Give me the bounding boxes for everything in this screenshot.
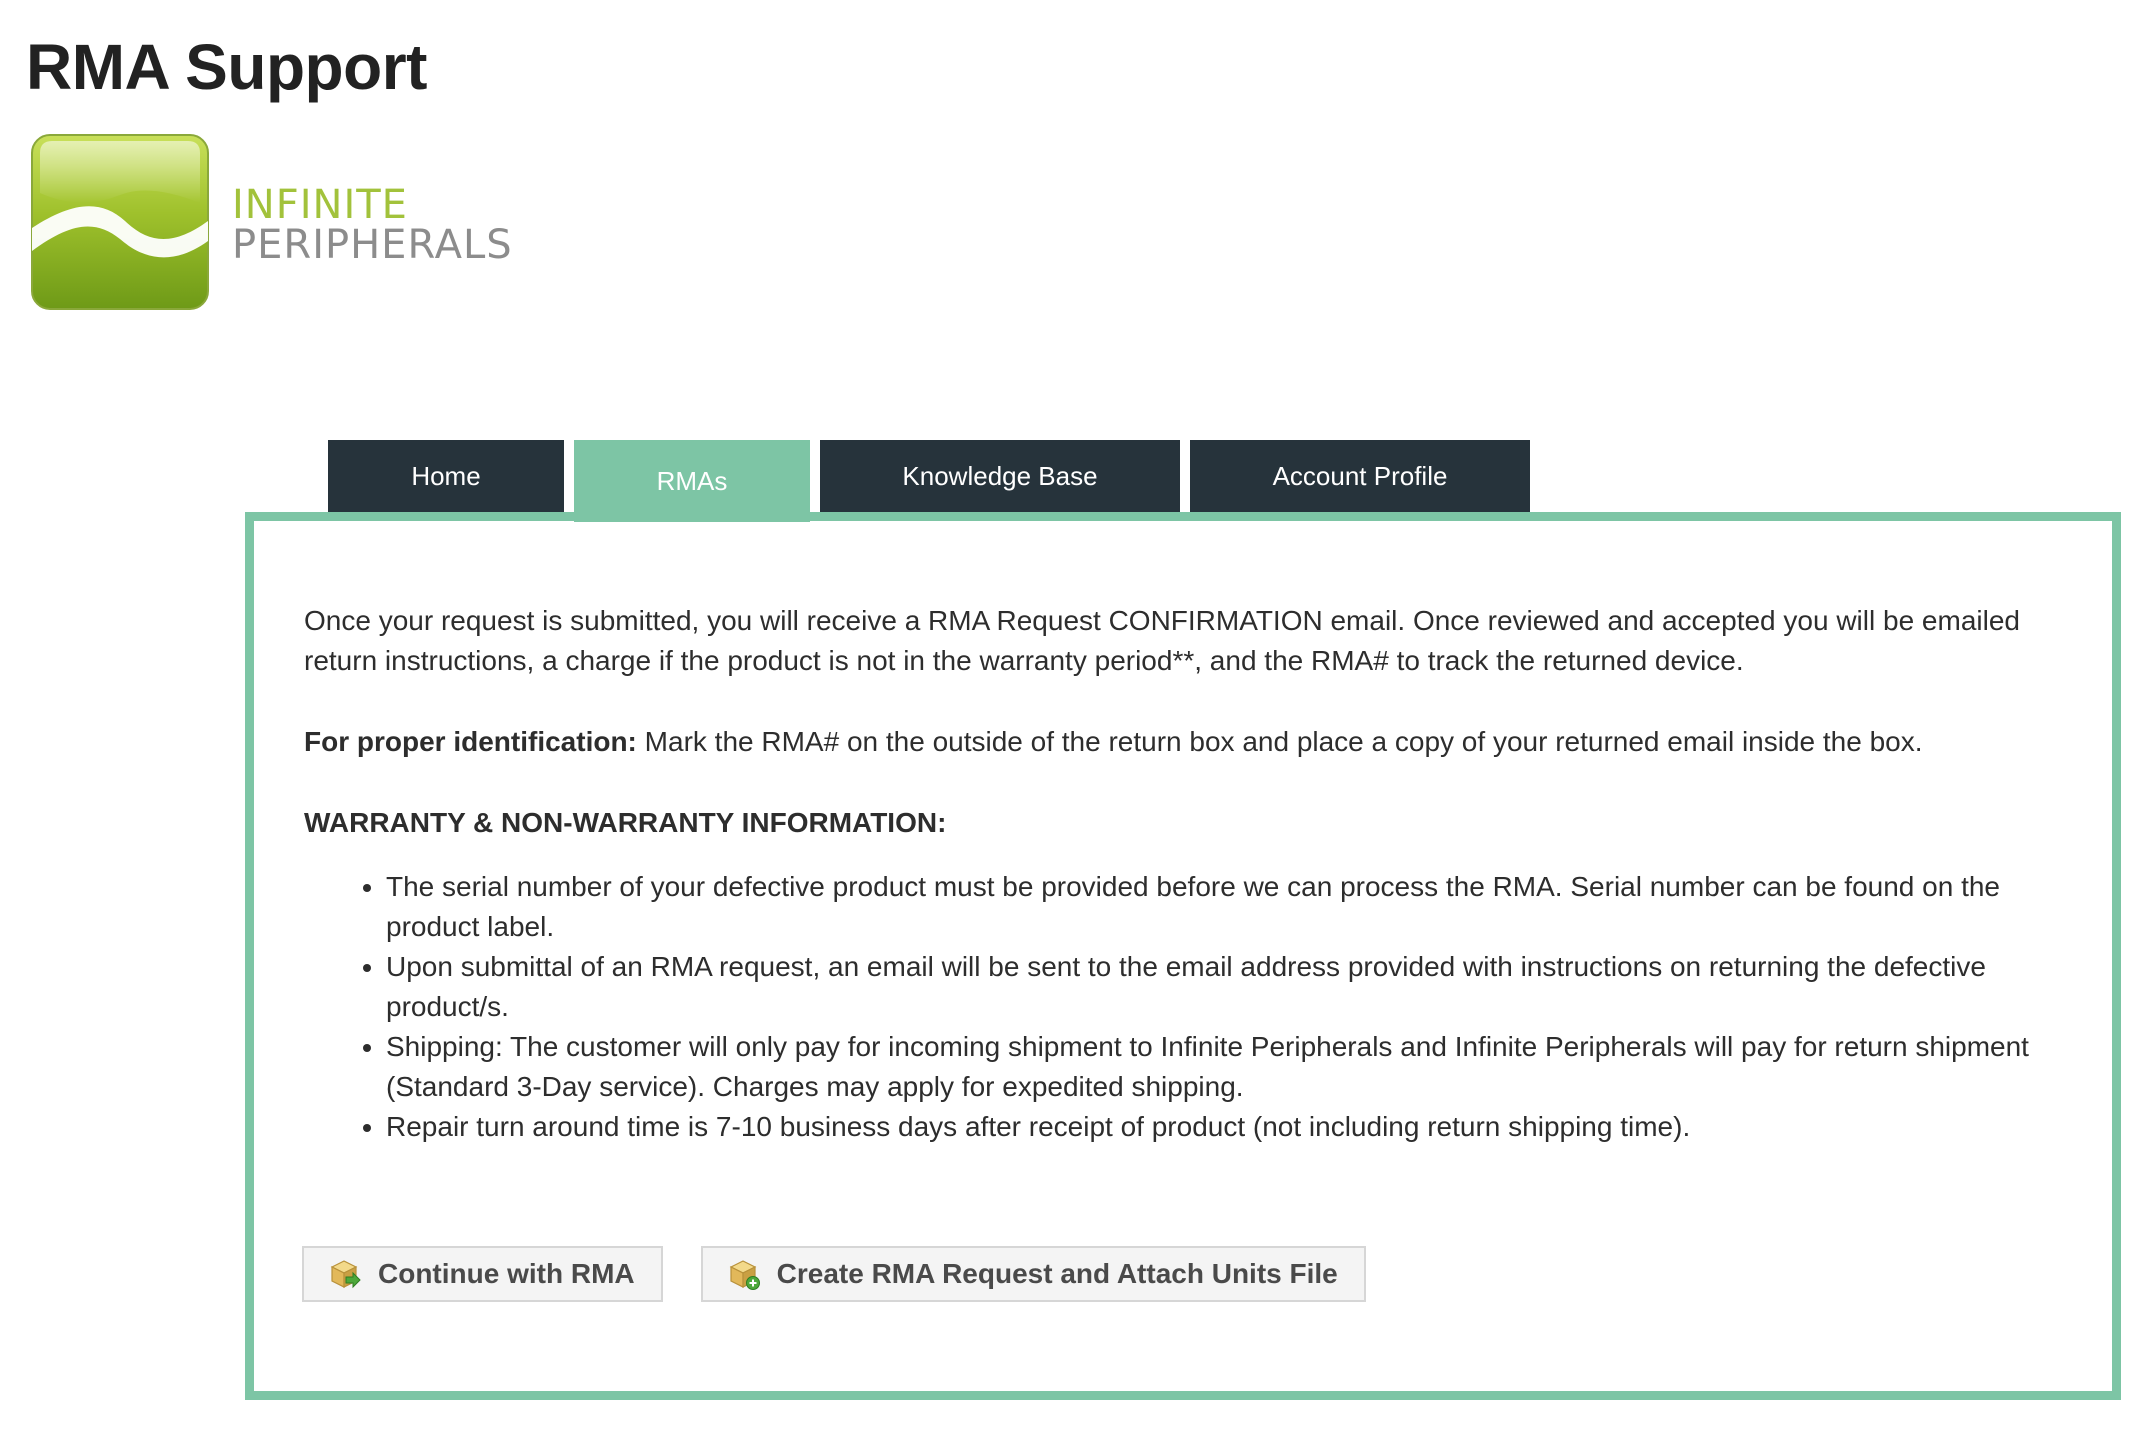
- identification-text: Mark the RMA# on the outside of the return box and place a copy of your returned email inside the box.: [636, 726, 1923, 757]
- list-item: • Shipping: The customer will only pay for incoming shipment to Infinite Peripherals and Infinite Peripherals will pay for return shipment (Standard 3-Day service). Charges may apply for expedited shipping.: [386, 1027, 2074, 1107]
- tab-knowledge-base[interactable]: Knowledge Base: [820, 440, 1180, 512]
- continue-with-rma-label: Continue with RMA: [378, 1258, 635, 1289]
- action-buttons: [302, 1246, 1404, 1302]
- rma-info-text: [304, 601, 2074, 1147]
- rma-content-panel: [245, 512, 2121, 1400]
- infinite-peripherals-logo: [30, 133, 513, 313]
- continue-with-rma-button[interactable]: [302, 1246, 663, 1302]
- warranty-list: [304, 867, 2074, 1147]
- tab-account-profile[interactable]: Account Profile: [1190, 440, 1530, 512]
- identification-paragraph: [304, 722, 2074, 762]
- page-title: RMA Support: [26, 31, 427, 103]
- logo-mark-icon: [30, 133, 210, 311]
- tab-rmas[interactable]: RMAs: [574, 440, 810, 522]
- package-add-icon: [727, 1257, 761, 1291]
- logo-word-peripherals: PERIPHERALS: [232, 222, 513, 268]
- list-item: • Repair turn around time is 7-10 business days after receipt of product (not including return shipping time).: [386, 1107, 2074, 1147]
- warranty-heading: WARRANTY & NON-WARRANTY INFORMATION:: [304, 807, 947, 838]
- tab-home[interactable]: Home: [328, 440, 564, 512]
- logo-word-infinite: INFINITE: [232, 182, 408, 228]
- list-item: • Upon submittal of an RMA request, an email will be sent to the email address provided with instructions on returning the defective product/s.: [386, 947, 2074, 1027]
- create-rma-attach-file-button[interactable]: [701, 1246, 1366, 1302]
- list-item: • The serial number of your defective product must be provided before we can process the RMA. Serial number can be found on the product label.: [386, 867, 2074, 947]
- create-rma-attach-file-label: Create RMA Request and Attach Units File: [776, 1258, 1338, 1289]
- identification-label: For proper identification:: [304, 726, 637, 757]
- intro-paragraph: Once your request is submitted, you will receive a RMA Request CONFIRMATION email. Once reviewed and accepted you will be emailed return instructions, a charge if the product is not in the warranty period**, and the RMA# to track the returned device.: [304, 605, 2020, 676]
- package-arrow-icon: [328, 1257, 362, 1291]
- main-tabs: [328, 440, 1530, 512]
